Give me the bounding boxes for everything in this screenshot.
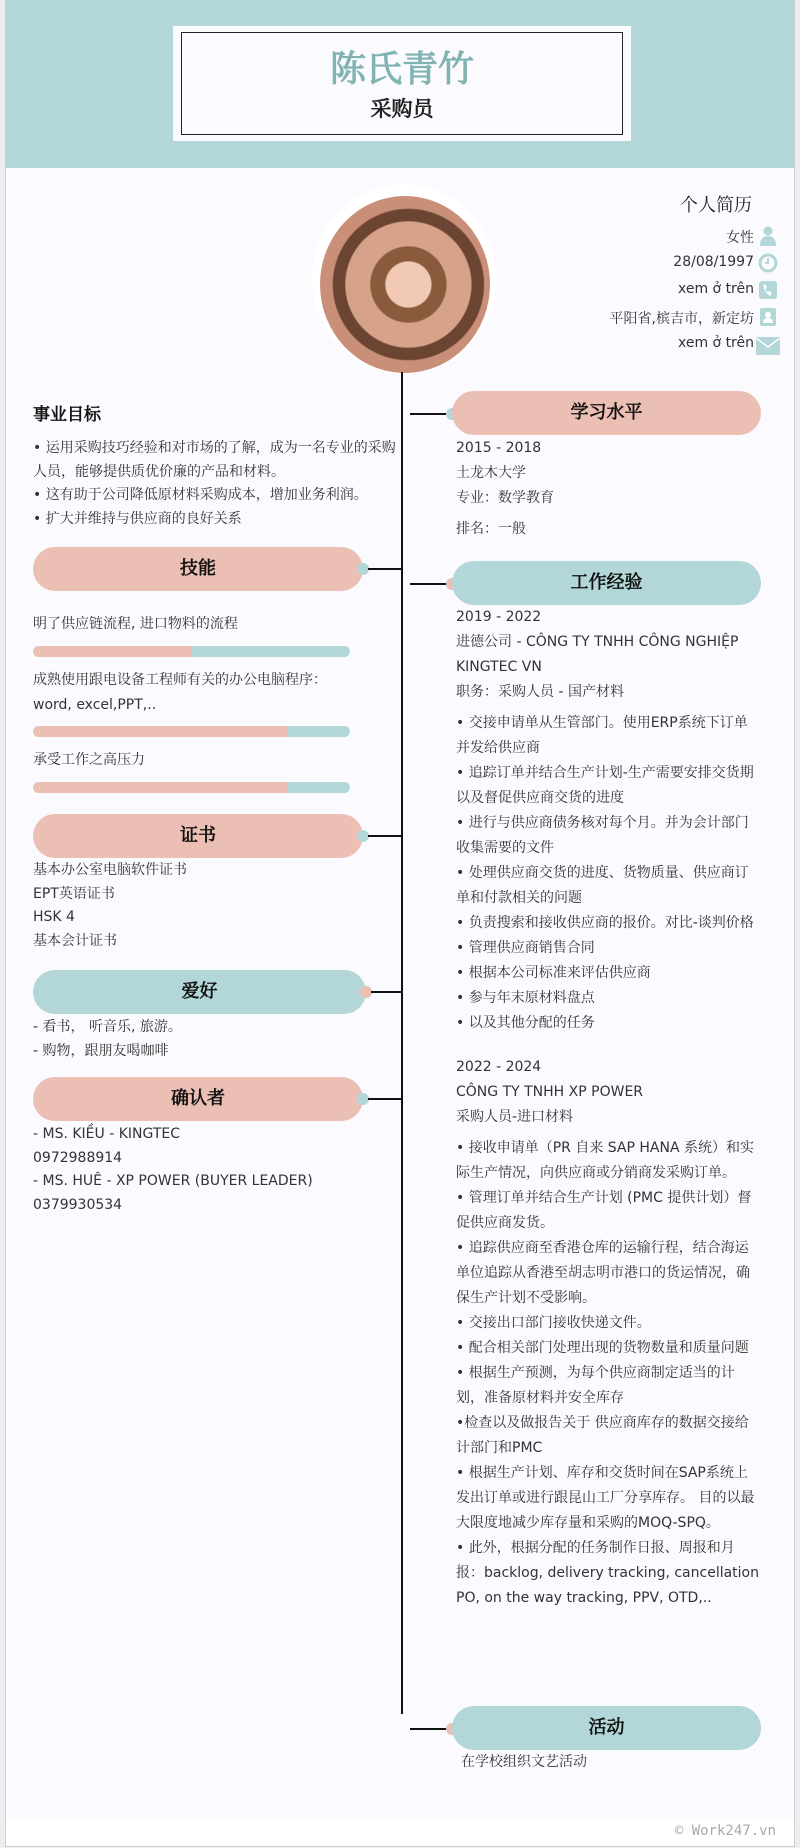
skill-label: 成熟使用跟电设备工程师有关的办公电脑程序：word, excel,PPT,.. xyxy=(33,672,327,713)
reference-item: 0379930534 xyxy=(33,1196,123,1213)
references-heading: 确认者 xyxy=(33,1077,363,1121)
reference-item: - MS. HUÊ - XP POWER (BUYER LEADER) xyxy=(33,1173,313,1189)
job-duty: • 追踪供应商至香港仓库的运输行程，结合海运单位追踪从香港至胡志明市港口的货运情况，确保生产计划不受影响。 xyxy=(456,1240,750,1306)
skills-heading: 技能 xyxy=(33,547,363,591)
objective-line: • 扩大并维持与供应商的良好关系 xyxy=(33,510,242,527)
education-details xyxy=(456,436,761,542)
skill-bar xyxy=(33,646,350,657)
certificate-item: 基本会计证书 xyxy=(33,932,117,949)
skill-bar xyxy=(33,782,350,793)
watermark: © Work247.vn xyxy=(674,1823,776,1839)
skill-bar-fill xyxy=(33,726,287,737)
job-duty: •检查以及做报告关于 供应商库存的数据交接给计部门和PMC xyxy=(456,1415,749,1456)
candidate-name: 陈氏青竹 xyxy=(329,49,474,90)
connector-line xyxy=(410,1728,450,1730)
job-period: 2022 - 2024 xyxy=(456,1059,542,1075)
job-duty: • 进行与供应商债务核对每个月。并为会计部门收集需要的文件 xyxy=(456,815,749,856)
job-duty: • 根据生产计划、库存和交货时间在SAP系统上发出订单或进行跟昆山工厂分享库存。 目的以最大限度地减少库存量和采购的MOQ-SPQ。 xyxy=(456,1465,755,1531)
contact-card-icon xyxy=(758,307,778,327)
reference-item: - MS. KIỀU - KINGTEC xyxy=(33,1126,181,1142)
job-title: 采购员 xyxy=(370,97,434,121)
job-duty: • 接收申请单（PR 自来 SAP HANA 系统）和实际生产情况，向供应商或分销商发采购订单。 xyxy=(456,1140,754,1181)
references-list xyxy=(33,1123,403,1217)
education-major: 专业：数学教育 xyxy=(456,490,554,506)
address: 平阳省,槟吉市，新定坊 xyxy=(609,311,754,327)
job-duty: • 交接申请单从生管部门。使用ERP系统下订单并发给供应商 xyxy=(456,715,748,756)
job-role: 采购人员-进口材料 xyxy=(456,1109,574,1125)
experience-heading: 工作经验 xyxy=(452,561,761,605)
job-duty: • 管理供应商销售合同 xyxy=(456,940,595,956)
profile-photo xyxy=(320,196,490,373)
hobbies-heading: 爱好 xyxy=(33,970,366,1014)
job-duty: • 此外，根据分配的任务制作日报、周报和月报：backlog, delivery tracking, cancellation PO, on the way tracking, PPV, OTD,.. xyxy=(456,1540,759,1606)
skill-label: 承受工作之高压力 xyxy=(33,752,145,768)
job-entry xyxy=(456,605,761,1036)
job-duty: • 根据本公司标准来评估供应商 xyxy=(456,965,651,981)
birth-date: 28/08/1997 xyxy=(673,254,754,270)
job-entry xyxy=(456,1055,761,1611)
mail-icon xyxy=(756,336,780,356)
gender: 女性 xyxy=(726,230,754,246)
job-duty: • 处理供应商交货的进度、货物质量、供应商订单和付款相关的问题 xyxy=(456,865,749,906)
hobby-item: - 看书， 听音乐, 旅游。 xyxy=(33,1019,182,1035)
education-heading: 学习水平 xyxy=(452,391,761,435)
connector-line xyxy=(368,835,402,837)
reference-item: 0972988914 xyxy=(33,1149,123,1166)
job-period: 2019 - 2022 xyxy=(456,609,542,625)
footer xyxy=(5,1820,795,1847)
objective-heading: 事业目标 xyxy=(33,405,101,425)
activities-heading: 活动 xyxy=(452,1706,761,1750)
email: xem ở trên xyxy=(678,335,754,351)
resume-page xyxy=(5,0,795,1821)
job-duty: • 追踪订单并结合生产计划-生产需要安排交货期以及督促供应商交货的进度 xyxy=(456,765,754,806)
name-box xyxy=(173,26,631,141)
objective-line: • 运用采购技巧经验和对市场的了解，成为一名专业的采购人员，能够提供质优价廉的产品和材料。 xyxy=(33,440,396,480)
skill-bar xyxy=(33,726,350,737)
job-duty: • 以及其他分配的任务 xyxy=(456,1015,595,1031)
job-duty: • 负责搜索和接收供应商的报价。对比-谈判价格 xyxy=(456,915,754,931)
job-duty: • 根据生产预测，为每个供应商制定适当的计划，准备原材料并安全库存 xyxy=(456,1365,735,1406)
profile-label: 个人简历 xyxy=(680,195,752,216)
connector-line xyxy=(368,568,402,570)
job-duty: • 配合相关部门处理出现的货物数量和质量问题 xyxy=(456,1340,749,1356)
phone-icon xyxy=(758,280,778,300)
certificate-item: EPT英语证书 xyxy=(33,885,115,902)
hobby-item: - 购物，跟朋友喝咖啡 xyxy=(33,1042,169,1059)
education-period: 2015 - 2018 xyxy=(456,440,542,456)
skill-bar-fill xyxy=(33,782,287,793)
connector-line xyxy=(371,991,402,993)
education-school: 土龙木大学 xyxy=(456,465,526,481)
certificates-heading: 证书 xyxy=(33,814,363,858)
job-role: 职务：采购人员 - 国产材料 xyxy=(456,684,624,700)
connector-line xyxy=(410,583,450,585)
activities-list xyxy=(461,1750,766,1775)
job-company: 进德公司 - CÔNG TY TNHH CÔNG NGHIỆP KINGTEC VN xyxy=(456,634,739,675)
skill-label: 明了供应链流程, 进口物料的流程 xyxy=(33,616,238,632)
certificate-item: 基本办公室电脑软件证书 xyxy=(33,862,187,878)
phone: xem ở trên xyxy=(678,281,754,297)
person-icon xyxy=(758,226,778,246)
hobbies-list xyxy=(33,1016,403,1063)
activity-item: 在学校组织文艺活动 xyxy=(461,1754,587,1770)
clock-icon xyxy=(758,253,778,273)
skill-bar-fill xyxy=(33,646,192,657)
certificates-list xyxy=(33,859,403,953)
header-band xyxy=(6,0,794,168)
job-duty: • 交接出口部门接收快递文件。 xyxy=(456,1315,651,1331)
job-duty: • 参与年末原材料盘点 xyxy=(456,990,595,1006)
objective-line: • 这有助于公司降低原材料采购成本，增加业务利润。 xyxy=(33,487,368,503)
certificate-item: HSK 4 xyxy=(33,909,75,925)
connector-line xyxy=(368,1098,402,1100)
job-duty: • 管理订单并结合生产计划 (PMC 提供计划）督促供应商发货。 xyxy=(456,1190,752,1231)
education-rank: 排名：一般 xyxy=(456,521,526,537)
job-company: CÔNG TY TNHH XP POWER xyxy=(456,1084,644,1100)
connector-line xyxy=(410,413,450,415)
objective-list xyxy=(33,437,403,531)
